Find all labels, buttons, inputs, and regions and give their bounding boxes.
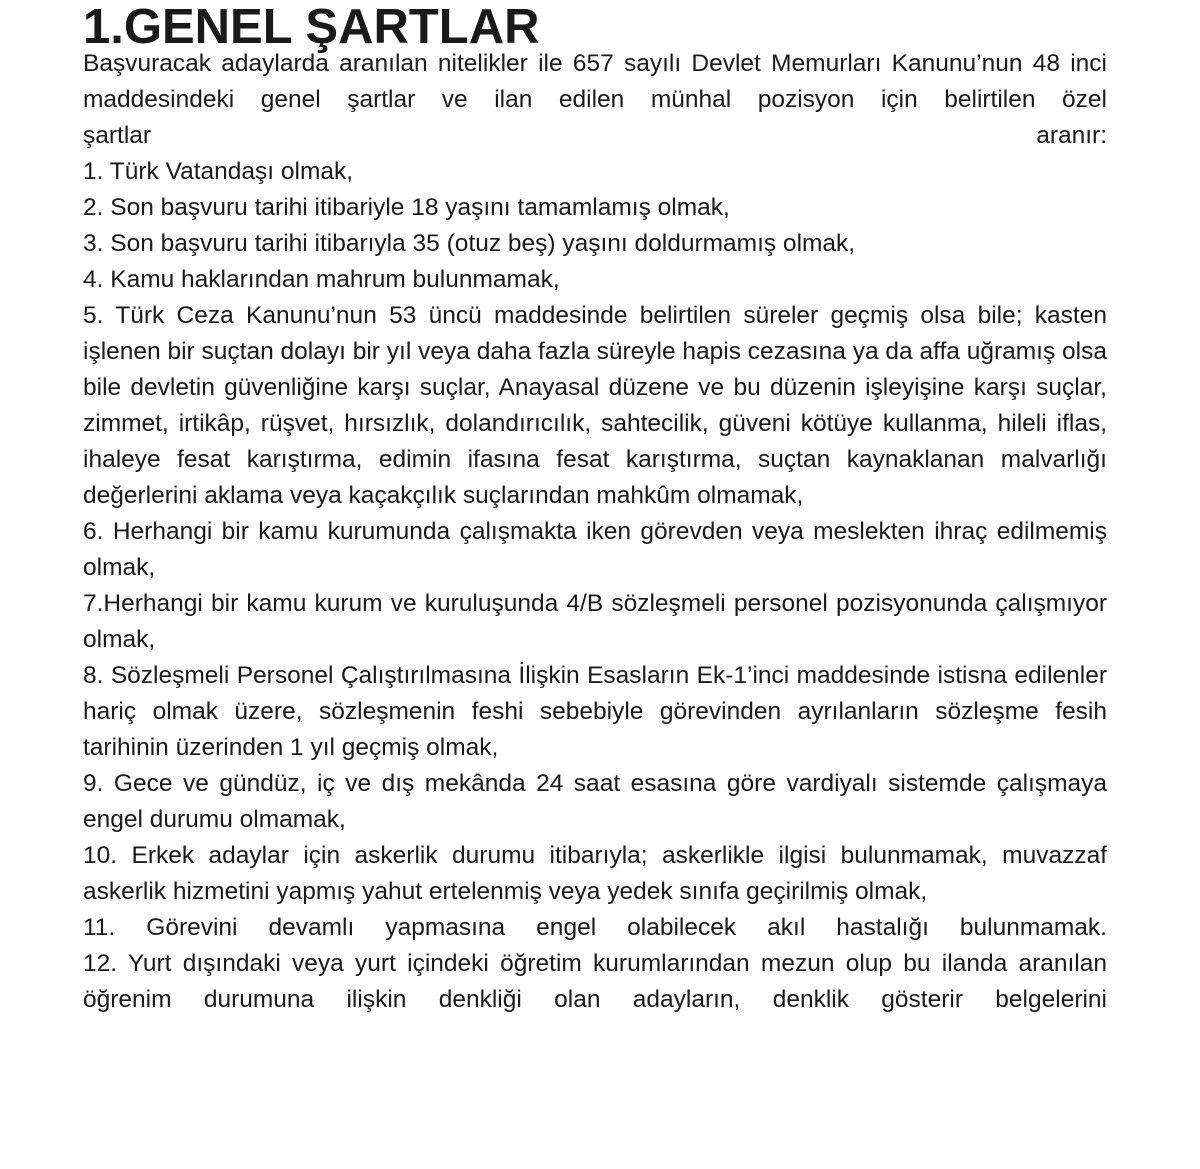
condition-item-11: 11. Görevini devamlı yapmasına engel olabilecek akıl hastalığı bulunmamak. (83, 914, 1107, 941)
condition-item-1: 1. Türk Vatandaşı olmak, (83, 158, 354, 185)
condition-item-2: 2. Son başvuru tarihi itibariyle 18 yaşını tamamlamış olmak, (83, 194, 730, 221)
section-heading: 1.GENEL ŞARTLAR (83, 0, 540, 54)
intro-last-line (83, 118, 1107, 154)
condition-item-4: 4. Kamu haklarından mahrum bulunmamak, (83, 266, 560, 293)
condition-item-8: 8. Sözleşmeli Personel Çalıştırılmasına İlişkin Esasların Ek-1’inci maddesinde istisna edilenler hariç olmak üzere, sözleşmenin feshi sebebiyle görevinden ayrılanların sözleşme fesih tarihinin üzerinden 1 yıl geçmiş olmak, (83, 662, 1107, 761)
intro-last-left: şartlar (83, 122, 152, 149)
condition-item-5: 5. Türk Ceza Kanunu’nun 53 üncü maddesinde belirtilen süreler geçmiş olsa bile; kasten işlenen bir suçtan dolayı bir yıl veya daha fazla süreyle hapis cezasına ya da affa uğramış olsa bile devletin güvenliğine karşı suçlar, Anayasal düzene ve bu düzenin işleyişine karşı suçlar, zimmet, irtikâp, rüşvet, hırsızlık, dolandırıcılık, sahtecilik, güveni kötüye kullanma, hileli iflas, ihaleye fesat karıştırma, edimin ifasına fesat karıştırma, suçtan kaynaklanan malvarlığı değerlerini aklama veya kaçakçılık suçlarından mahkûm olmamak, (83, 302, 1107, 509)
condition-item-6: 6. Herhangi bir kamu kurumunda çalışmakta iken görevden veya meslekten ihraç edilmemiş olmak, (83, 518, 1107, 581)
condition-item-12: 12. Yurt dışındaki veya yurt içindeki öğretim kurumlarından mezun olup bu ilanda aranılan öğrenim durumuna ilişkin denkliği olan adayların, denklik gösterir belgelerini (83, 950, 1107, 1013)
intro-last-right: aranır: (1036, 122, 1107, 149)
condition-item-9: 9. Gece ve gündüz, iç ve dış mekânda 24 saat esasına göre vardiyalı sistemde çalışmaya engel durumu olmamak, (83, 770, 1107, 833)
intro-paragraph: Başvuracak adaylarda aranılan nitelikler ile 657 sayılı Devlet Memurları Kanunu’nun 48 inci maddesindeki genel şartlar ve ilan edilen münhal pozisyon için belirtilen özel (83, 50, 1107, 113)
condition-item-3: 3. Son başvuru tarihi itibarıyla 35 (otuz beş) yaşını doldurmamış olmak, (83, 230, 856, 257)
condition-item-7: 7.Herhangi bir kamu kurum ve kuruluşunda 4/B sözleşmeli personel pozisyonunda çalışmıyor olmak, (83, 590, 1107, 653)
condition-item-10: 10. Erkek adaylar için askerlik durumu itibarıyla; askerlikle ilgisi bulunmamak, muvazzaf askerlik hizmetini yapmış yahut ertelenmiş veya yedek sınıfa geçirilmiş olmak, (83, 842, 1107, 905)
document-page (83, 0, 1107, 1018)
